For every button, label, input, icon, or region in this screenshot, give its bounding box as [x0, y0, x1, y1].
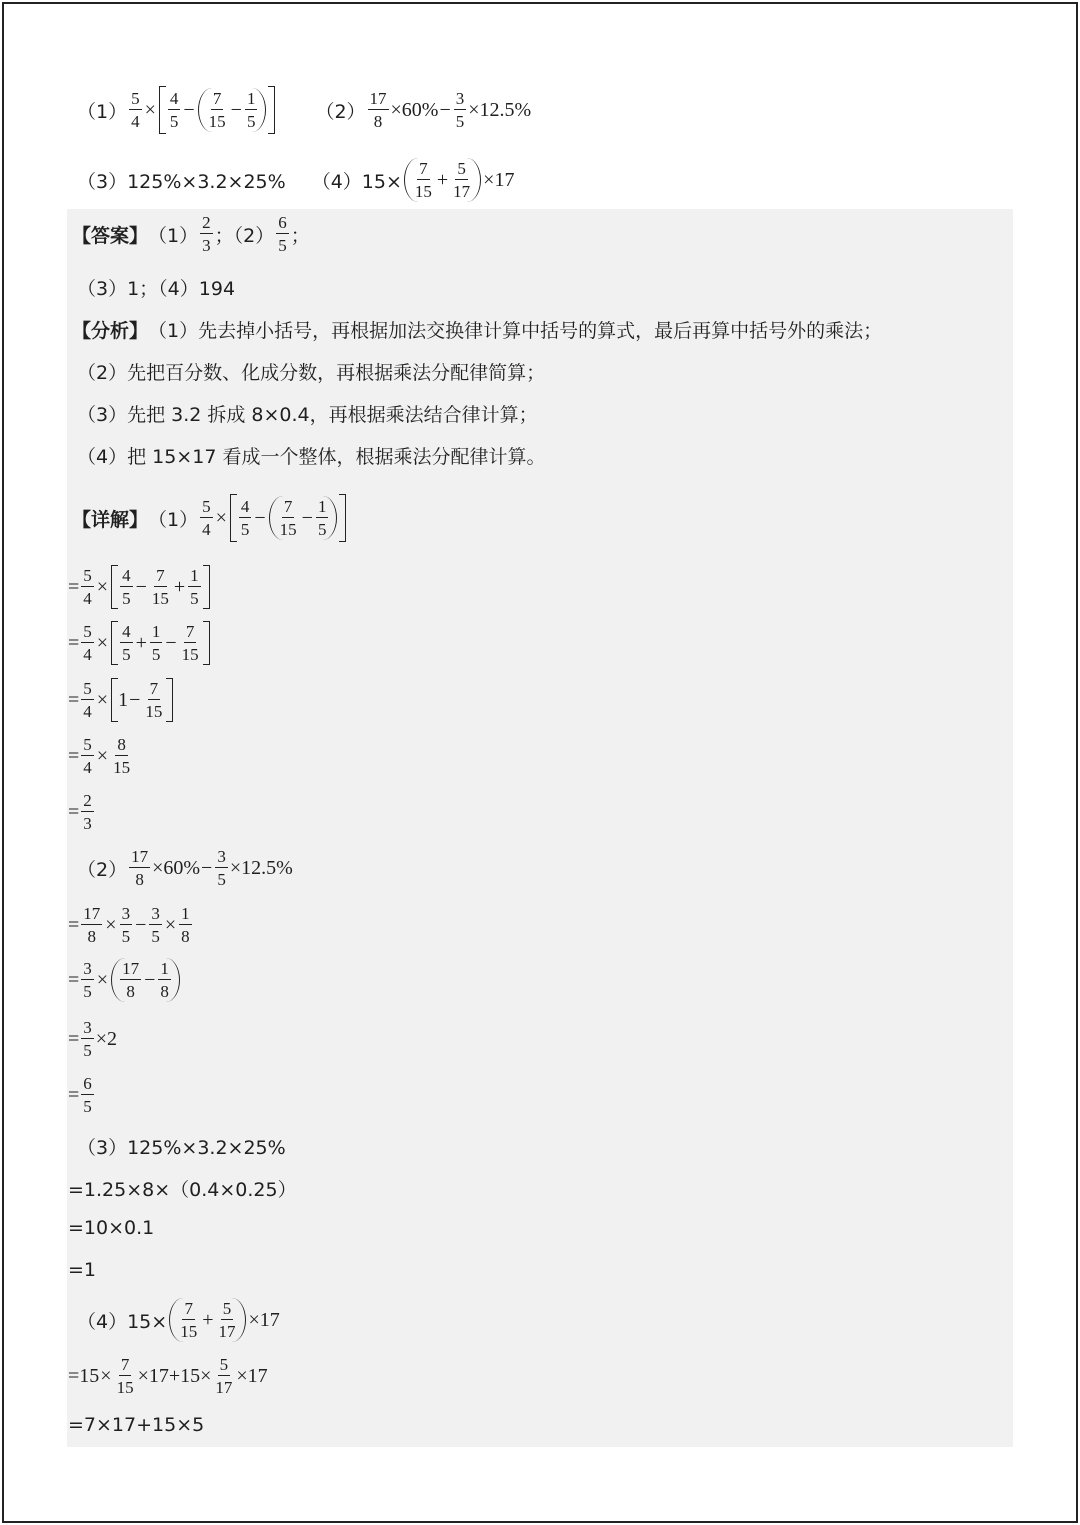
detail-4-step-2: =7×17+15×5	[68, 1414, 205, 1436]
problem-3: （3）125%×3.2×25%	[77, 170, 286, 193]
text: ×12.5%	[468, 98, 532, 121]
detail-4-step-1: = 15 × $\frac{7}{15}$ ×17+15× $\frac{5}{17}$ ×17	[68, 1355, 268, 1397]
answer-tag: 【答案】	[72, 224, 149, 247]
text: ×60%	[390, 98, 439, 121]
text: ；	[290, 224, 310, 247]
detail-1-header: 【详解】 （1） $\frac{5}{4}$ × 4 5 − 7 15 − $\frac{1}{5}$	[72, 494, 348, 542]
text: ；（2）	[214, 224, 275, 247]
op: ×	[144, 98, 156, 121]
answer-line-2: （3）1；（4）194	[77, 278, 236, 300]
detail-3-line-4: =1	[68, 1259, 97, 1281]
detail-1-step-1: = $\frac{5}{4}$ × 4 5 − $\frac{7}{15}$ + $\frac{1}{5}$	[68, 565, 212, 609]
fraction: $\frac{5}{4}$	[131, 89, 140, 131]
detail-4-header: （4）15× 7 15 + $\frac{5}{17}$ ×17	[77, 1299, 280, 1341]
detail-3-line-2: =1.25×8×（0.4×0.25）	[68, 1179, 297, 1201]
detail-2-step-2: = $\frac{3}{5}$ × 17 8 − $\frac{1}{8}$	[68, 958, 182, 1002]
text: （1）	[148, 224, 199, 247]
detail-2-header: （2） $\frac{17}{8}$ ×60% − $\frac{3}{5}$ ×12.5%	[77, 847, 293, 889]
detail-3-line-1: （3）125%×3.2×25%	[77, 1137, 286, 1159]
analysis-tag: 【分析】	[72, 320, 149, 342]
problem-line-1: （1） $\frac{5}{4}$ × 4 5 − 7 15 − $\frac{1}{5}$ （2） $\frac{17}{8}$ ×60% − $\frac{3}{5}$ ×12.5%	[77, 86, 531, 134]
text: （1）	[148, 508, 199, 531]
problem-2-label: （2）	[315, 100, 366, 123]
square-bracket: 4 5 − 7 15 − $\frac{1}{5}$	[159, 86, 276, 134]
solution-panel	[67, 209, 1013, 1447]
problem-4-label: （4）15×	[311, 170, 402, 193]
text: （1）先去掉小括号，再根据加法交换律计算中括号的算式，最后再算中括号外的乘法；	[148, 320, 883, 342]
text: ×17	[483, 168, 515, 191]
analysis-line-1	[72, 316, 882, 343]
problem-1-label: （1）	[77, 100, 128, 123]
detail-3-line-3: =10×0.1	[68, 1217, 155, 1239]
detail-2-step-3: = $\frac{3}{5}$ ×2	[68, 1018, 118, 1060]
analysis-line-2: （2）先把百分数、化成分数，再根据乘法分配律简算；	[77, 362, 546, 384]
detail-1-step-3: = $\frac{5}{4}$ × 1 − $\frac{7}{15}$	[68, 678, 175, 722]
detail-1-step-5: = $\frac{2}{3}$	[68, 791, 92, 833]
analysis-line-3: （3）先把 3.2 拆成 8×0.4，再根据乘法结合律计算；	[77, 404, 538, 426]
problem-line-2	[77, 158, 514, 202]
answer-line-1: 【答案】 （1） 2 3 ；（2） 6 5 ；	[72, 213, 310, 255]
paren: 7 15 + $\frac{5}{17}$	[404, 158, 481, 202]
detail-1-step-2: = $\frac{5}{4}$ × 4 5 + $\frac{1}{5}$ − $\frac{7}{15}$	[68, 621, 212, 665]
analysis-line-4: （4）把 15×17 看成一个整体，根据乘法分配律计算。	[77, 446, 546, 468]
detail-tag: 【详解】	[72, 508, 149, 531]
detail-2-step-4: = $\frac{6}{5}$	[68, 1074, 92, 1116]
detail-2-step-1: = $\frac{17}{8}$ × $\frac{3}{5}$ − $\frac{3}{5}$ × $\frac{1}{8}$	[68, 904, 190, 946]
paren: 7 15 − $\frac{1}{5}$	[198, 88, 267, 132]
detail-1-step-4: = $\frac{5}{4}$ × $\frac{8}{15}$	[68, 735, 131, 777]
